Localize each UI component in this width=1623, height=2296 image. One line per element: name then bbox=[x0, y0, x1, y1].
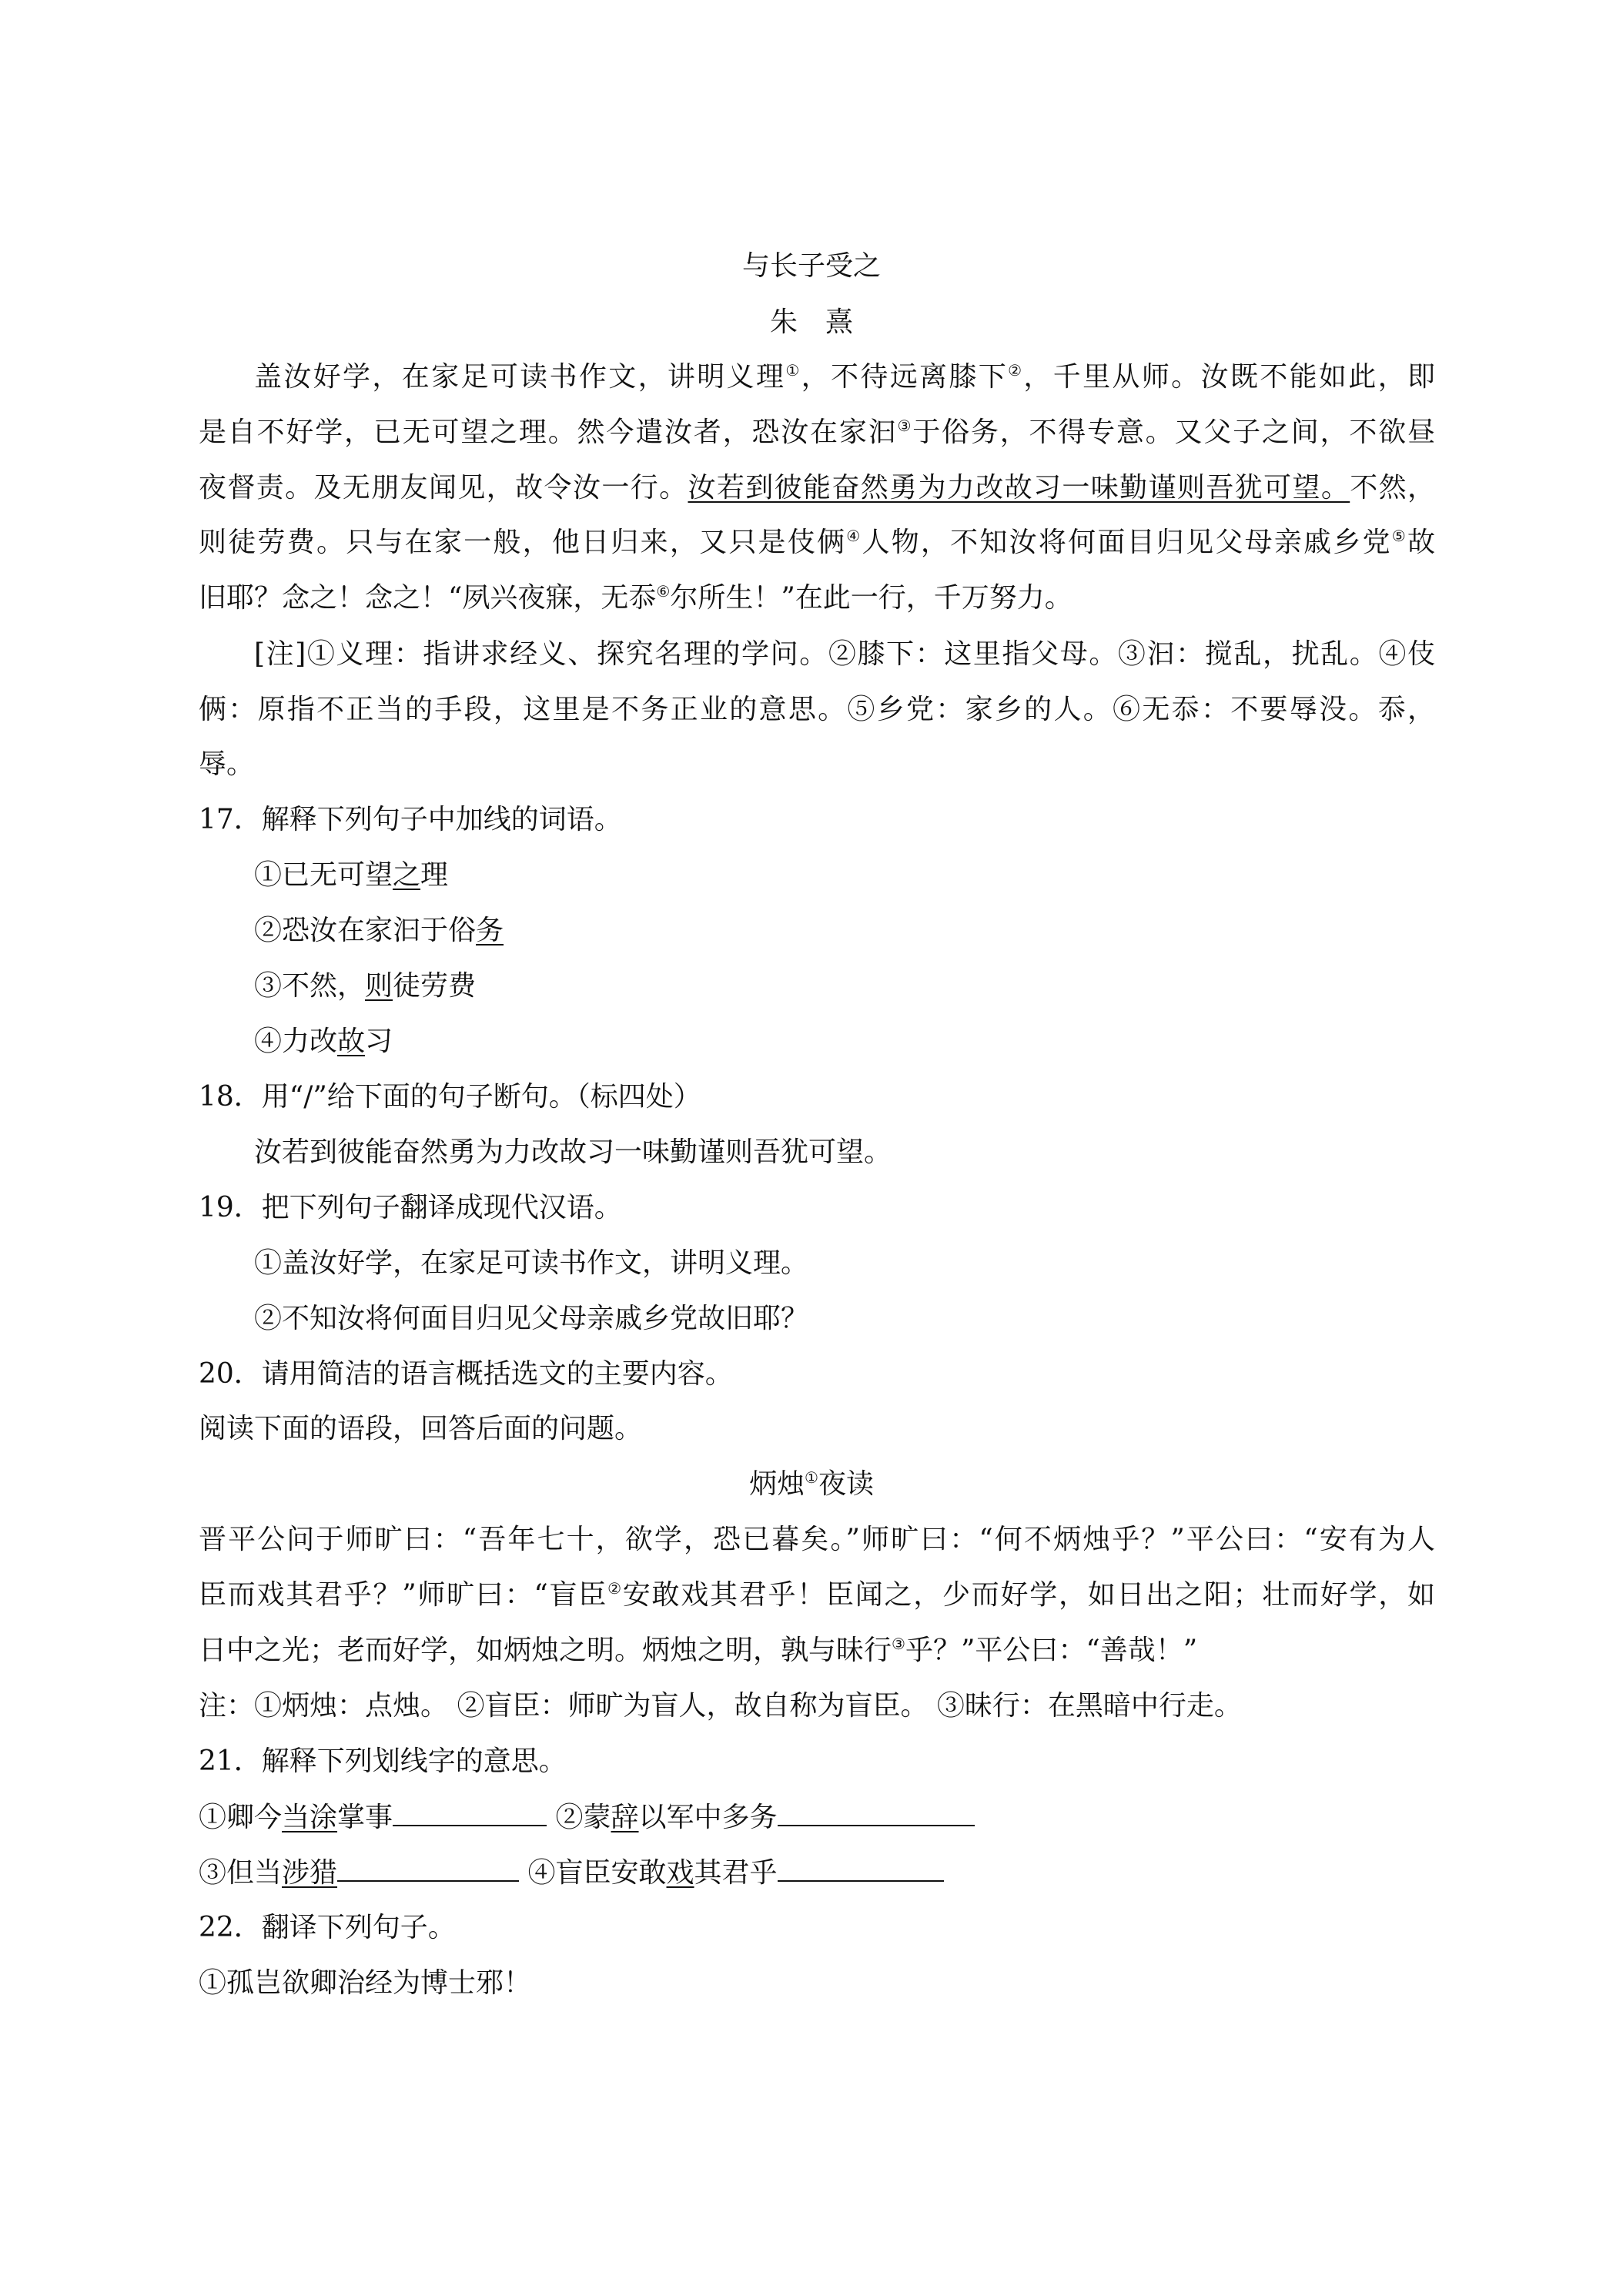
paragraph-line-4: 则徒劳费。只与在家一般，他日归来，又只是伎俩④人物，不知汝将何面目归见父母亲戚乡党⑤故 bbox=[199, 527, 1435, 558]
question-17-item-1: ①已无可望之理 bbox=[254, 859, 449, 891]
passage-author: 朱 熹 bbox=[769, 306, 853, 338]
note-line-1: [注]①义理：指讲求经义、探究名理的学问。②膝下：这里指父母。③汩：搅乱，扰乱。④伎 bbox=[254, 638, 1435, 670]
answer-blank-4[interactable] bbox=[778, 1854, 944, 1882]
question-21-row-1: ①卿今当涂掌事 ②蒙辞以军中多务 bbox=[199, 1799, 975, 1836]
passage-2-line-2: 臣而戏其君乎？”师旷曰：“盲臣②安敢戏其君乎！臣闻之，少而好学，如日出之阳；壮而好学，如 bbox=[199, 1579, 1435, 1611]
answer-blank-1[interactable] bbox=[393, 1799, 547, 1826]
question-22-stem: 22．翻译下列句子。 bbox=[199, 1912, 456, 1943]
question-21-row-2: ③但当涉猎 ④盲臣安敢戏其君乎 bbox=[199, 1854, 944, 1892]
passage-2-line-3: 日中之光；老而好学，如炳烛之明。炳烛之明，孰与昧行③乎？”平公曰：“善哉！” bbox=[199, 1635, 1198, 1666]
note-line-2: 俩：原指不正当的手段，这里是不务正业的意思。⑤乡党：家乡的人。⑥无忝：不要辱没。忝， bbox=[199, 694, 1435, 725]
question-19-stem: 19．把下列句子翻译成现代汉语。 bbox=[199, 1192, 622, 1223]
question-17-item-4: ④力改故习 bbox=[254, 1026, 393, 1057]
question-18-stem: 18．用“/”给下面的句子断句。（标四处） bbox=[199, 1081, 701, 1113]
question-19-item-1: ①盖汝好学，在家足可读书作文，讲明义理。 bbox=[254, 1247, 809, 1279]
passage-2-title: 炳烛①夜读 bbox=[749, 1468, 874, 1500]
question-21-stem: 21．解释下列划线字的意思。 bbox=[199, 1745, 567, 1777]
question-17-stem: 17．解释下列句子中加线的词语。 bbox=[199, 804, 622, 835]
question-19-item-2: ②不知汝将何面目归见父母亲戚乡党故旧耶？ bbox=[254, 1303, 809, 1334]
answer-blank-2[interactable] bbox=[778, 1799, 975, 1826]
paragraph-line-1: 盖汝好学，在家足可读书作文，讲明义理①，不待远离膝下②，千里从师。汝既不能如此，即 bbox=[254, 361, 1435, 393]
question-22-item-1: ①孤岂欲卿治经为博士邪！ bbox=[199, 1967, 532, 1999]
question-18-sentence: 汝若到彼能奋然勇为力改故习一味勤谨则吾犹可望。 bbox=[254, 1136, 892, 1168]
question-17-item-3: ③不然，则徒劳费 bbox=[254, 970, 477, 1002]
paragraph-line-3: 夜督责。及无朋友闻见，故令汝一行。汝若到彼能奋然勇为力改故习一味勤谨则吾犹可望。不然， bbox=[199, 472, 1435, 504]
paragraph-line-5: 旧耶？念之！念之！“夙兴夜寐，无忝⑥尔所生！”在此一行，千万努力。 bbox=[199, 582, 1073, 614]
passage-title: 与长子受之 bbox=[741, 250, 881, 282]
underlined-sentence: 汝若到彼能奋然勇为力改故习一味勤谨则吾犹可望。 bbox=[688, 472, 1350, 504]
question-17-item-2: ②恐汝在家汩于俗务 bbox=[254, 915, 504, 946]
passage-2-line-1: 晋平公问于师旷曰：“吾年七十，欲学，恐已暮矣。”师旷曰：“何不炳烛乎？”平公曰：“安有为人 bbox=[199, 1524, 1435, 1555]
note-line-3: 辱。 bbox=[199, 748, 255, 780]
answer-blank-3[interactable] bbox=[337, 1854, 519, 1882]
reading-intro: 阅读下面的语段，回答后面的问题。 bbox=[199, 1413, 643, 1444]
passage-2-note: 注：①炳烛：点烛。 ②盲臣：师旷为盲人，故自称为盲臣。 ③昧行：在黑暗中行走。 bbox=[199, 1690, 1242, 1722]
paragraph-line-2: 是自不好学，已无可望之理。然今遣汝者，恐汝在家汩③于俗务，不得专意。又父子之间，不欲昼 bbox=[199, 417, 1435, 448]
question-20-stem: 20．请用简洁的语言概括选文的主要内容。 bbox=[199, 1358, 733, 1390]
